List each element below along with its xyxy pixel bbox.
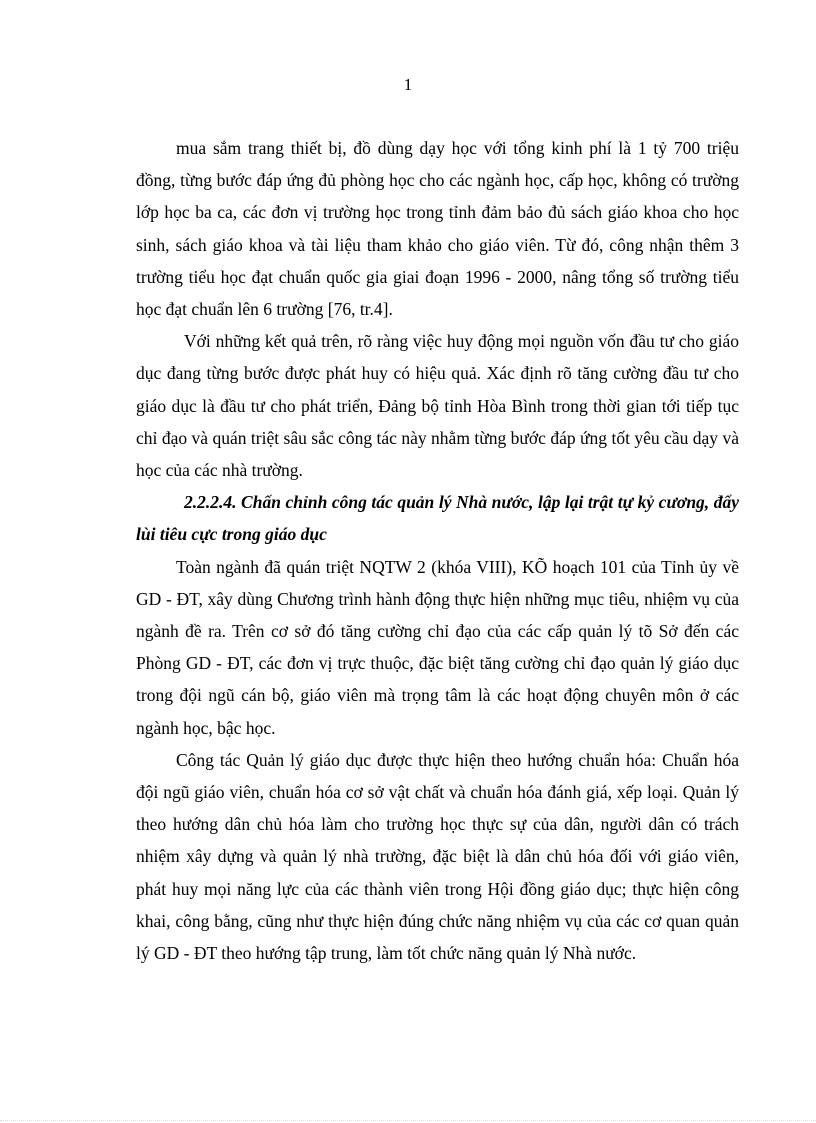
paragraph-management: Toàn ngành đã quán triệt NQTW 2 (khóa VIII), KÕ hoạch 101 của Tỉnh ủy về GD - ĐT, xây dùng Chương trình hành động thực hiện những mục tiêu, nhiệm vụ của ngành đề ra. Trên cơ sở đó tăng cường chỉ đạo của các cấp quản lý tõ Sở đến các Phòng GD - ĐT, các đơn vị trực thuộc, đặc biệt tăng cường chỉ đạo quản lý giáo dục trong đội ngũ cán bộ, giáo viên mà trọng tâm là các hoạt động chuyên môn ở các ngành học, bậc học. xyxy=(136,556,739,738)
paragraph-standardization: Công tác Quản lý giáo dục được thực hiện theo hướng chuẩn hóa: Chuẩn hóa đội ngũ giáo viên, chuẩn hóa cơ sở vật chất và chuẩn hóa đánh giá, xếp loại. Quản lý theo hướng dân chủ hóa làm cho trường học thực sự của dân, người dân có trách nhiệm xây dựng và quản lý nhà trường, đặc biệt là dân chủ hóa đối với giáo viên, phát huy mọi năng lực của các thành viên trong Hội đồng giáo dục; thực hiện công khai, công bằng, cũng như thực hiện đúng chức năng nhiệm vụ của các cơ quan quản lý GD - ĐT theo hướng tập trung, làm tốt chức năng quản lý Nhà nước. xyxy=(136,749,739,964)
body-text xyxy=(136,132,739,969)
paragraph-results: Với những kết quả trên, rõ ràng việc huy động mọi nguồn vốn đầu tư cho giáo dục đang từng bước được phát huy có hiệu quả. Xác định rõ tăng cường đầu tư cho giáo dục là đầu tư cho phát triển, Đảng bộ tỉnh Hòa Bình trong thời gian tới tiếp tục chỉ đạo và quán triệt sâu sắc công tác này nhằm từng bước đáp ứng tốt yêu cầu dạy và học của các nhà trường. xyxy=(136,331,739,481)
paragraph-continuation: mua sắm trang thiết bị, đồ dùng dạy học với tổng kinh phí là 1 tỷ 700 triệu đồng, từng bước đáp ứng đủ phòng học cho các ngành học, cấp học, không có trường lớp học ba ca, các đơn vị trường học trong tỉnh đảm bảo đủ sách giáo khoa cho học sinh, sách giáo khoa và tài liệu tham khảo cho giáo viên. Từ đó, công nhận thêm 3 trường tiểu học đạt chuẩn quốc gia giai đoạn 1996 - 2000, nâng tổng số trường tiểu học đạt chuẩn lên 6 trường [76, tr.4]. xyxy=(136,138,739,320)
page-number: 1 xyxy=(403,75,413,94)
section-heading: 2.2.2.4. Chấn chỉnh công tác quản lý Nhà nước, lập lại trật tự kỷ cương, đẩy lùi tiêu cực trong giáo dục xyxy=(136,492,739,545)
page-bottom-divider xyxy=(0,1120,816,1121)
